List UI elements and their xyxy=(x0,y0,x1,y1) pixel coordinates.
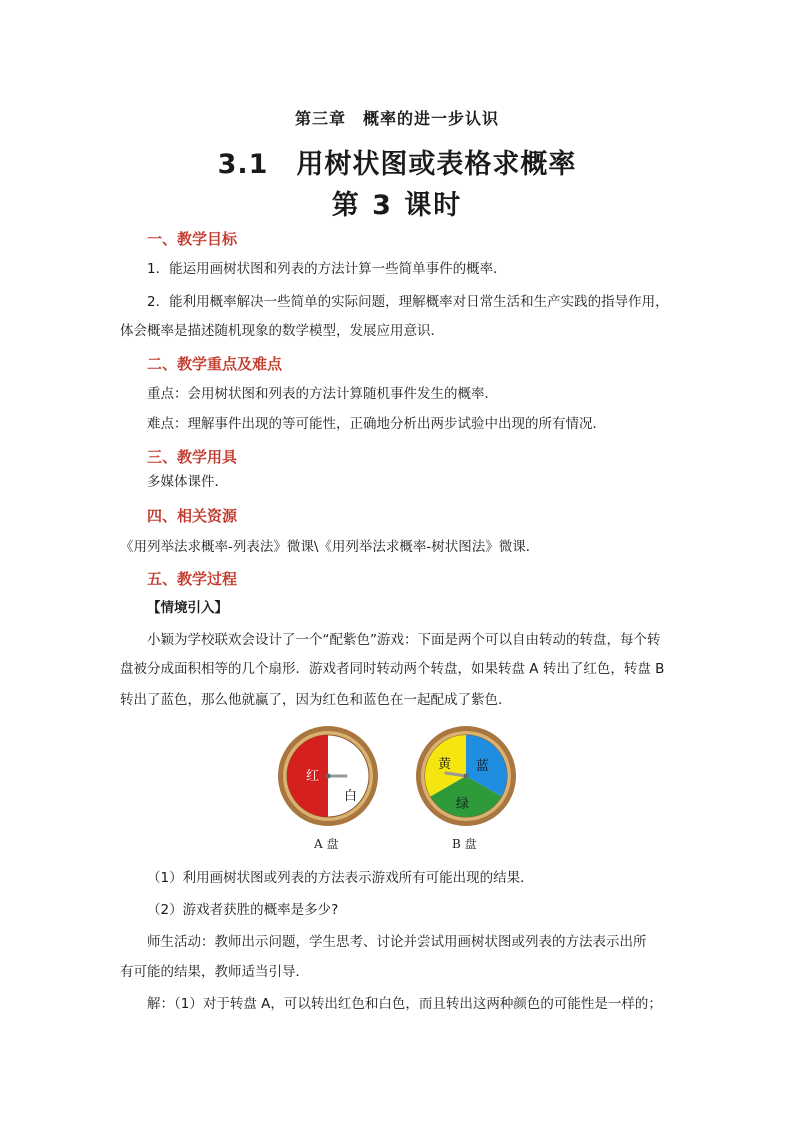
section-heading-key-points: 二、教学重点及难点 xyxy=(147,355,283,373)
key-point: 重点：会用树状图和列表的方法计算随机事件发生的概率． xyxy=(147,386,498,402)
section-heading-resources: 四、相关资源 xyxy=(147,507,238,525)
lesson-title: 3.1 用树状图或表格求概率 xyxy=(217,149,577,180)
spinner-b xyxy=(416,726,516,851)
intro-heading: 【情境引入】 xyxy=(147,600,228,616)
teaching-line-1: 师生活动：教师出示问题，学生思考、讨论并尝试用画树状图或列表的方法表示出所 xyxy=(147,934,647,950)
section-heading-tools: 三、教学用具 xyxy=(147,448,238,466)
resources-text: 《用列举法求概率-列表法》微课\《用列举法求概率-树状图法》微课． xyxy=(120,539,540,555)
spinner-a-label-white: 白 xyxy=(344,789,358,804)
spinner-a xyxy=(278,726,378,851)
chapter-heading: 第三章 概率的进一步认识 xyxy=(294,109,499,128)
spinner-b-label-yellow: 黄 xyxy=(438,757,452,772)
intro-line-1: 小颖为学校联欢会设计了一个“配紫色”游戏：下面是两个可以自由转动的转盘，每个转 xyxy=(147,632,661,648)
tools-text: 多媒体课件． xyxy=(147,474,228,490)
lesson-period: 第 3 课时 xyxy=(331,190,463,221)
goal-2-line1: 2．能利用概率解决一些简单的实际问题，理解概率对日常生活和生产实践的指导作用， xyxy=(147,294,669,310)
intro-line-3: 转出了蓝色，那么他就赢了，因为红色和蓝色在一起配成了紫色． xyxy=(120,692,512,708)
goal-2-line2: 体会概率是描述随机现象的数学模型，发展应用意识． xyxy=(120,323,444,339)
intro-line-2: 盘被分成面积相等的几个扇形．游戏者同时转动两个转盘，如果转盘 A 转出了红色，转盘 B xyxy=(120,661,665,677)
spinner-figure xyxy=(278,724,528,854)
goal-1: 1．能运用画树状图和列表的方法计算一些简单事件的概率． xyxy=(147,261,507,277)
spinner-b-caption: B 盘 xyxy=(452,837,477,851)
question-1: （1）利用画树状图或列表的方法表示游戏所有可能出现的结果． xyxy=(147,870,534,886)
question-2: （2）游戏者获胜的概率是多少? xyxy=(147,902,339,918)
section-heading-goals: 一、教学目标 xyxy=(147,230,238,248)
teaching-line-2: 有可能的结果，教师适当引导． xyxy=(120,964,309,980)
spinner-b-label-green: 绿 xyxy=(456,797,470,812)
section-heading-process: 五、教学过程 xyxy=(147,570,238,588)
spinner-b-label-blue: 蓝 xyxy=(476,759,490,774)
solution-line-1: 解：（1）对于转盘 A，可以转出红色和白色，而且转出这两种颜色的可能性是一样的； xyxy=(147,996,662,1012)
difficult-point: 难点：理解事件出现的等可能性，正确地分析出两步试验中出现的所有情况． xyxy=(147,416,606,432)
spinner-a-caption: A 盘 xyxy=(314,837,339,851)
spinner-a-label-red: 红 xyxy=(306,769,320,784)
